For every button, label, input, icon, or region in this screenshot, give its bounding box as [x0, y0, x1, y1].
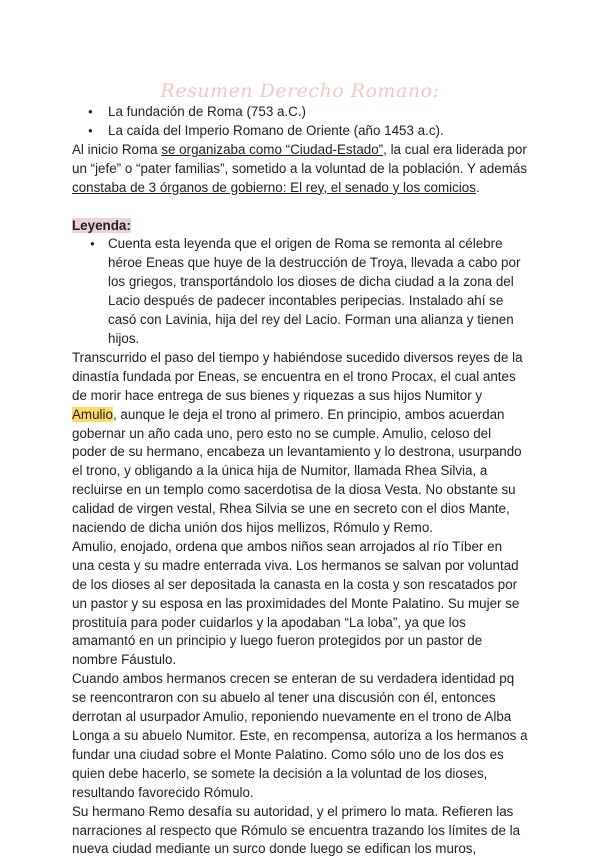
intro-text: , la cual era liderada por un “jefe” o “pater familias”, sometido a la voluntad de la población. Y además	[72, 141, 528, 176]
paragraph: Amulio, enojado, ordena que ambos niños sean arrojados al río Tíber en una cesta y su madre enterrada viva. Los hermanos se salvan por voluntad de los dioses al ser depositada la canasta en la costa y son rescatados por un pastor y su esposa en las proximidades del Monte Palatino. Su mujer se prostituía para poder cuidarlos y la apodaban “La loba”, ya que los amamantó en un principio y luego fueron protegidos por un pastor de nombre Fáustulo.	[72, 538, 520, 668]
paragraph: Cuando ambos hermanos crecen se enteran de su verdadera identidad pq se reencontraron con su abuelo al tener una discusión con él, entonces derrotan al usurpador Amulio, reponiendo nuevamente en el trono de Alba Longa a su abuelo Numitor. Este, en recompensa, autoriza a los hermanos a fundar una ciudad sobre el Monte Palatino. Como sólo uno de los dos es quien debe hacerlo, se somete la decisión a la voluntad de los dioses, resultando favorecido Rómulo.	[72, 671, 528, 800]
list-item: ● La fundación de Roma (753 a.C.)	[108, 103, 528, 122]
intro-paragraph	[72, 141, 528, 198]
paragraph-text: , aunque le deja el trono al primero. En principio, ambos acuerdan gobernar un año cada uno, pero esto no se cumple. Amulio, celoso del poder de su hermano, encabeza un levantamiento y lo destrona, usurpando el trono, y obligando a la única hija de Numitor, llamada Rhea Silvia, a recluirse en un templo como sacerdotisa de la diosa Vesta. No obstante su calidad de virgen vestal, Rhea Silvia se une en secreto con el dios Mante, naciendo de dicha unión dos hijos mellizos, Rómulo y Remo.	[72, 406, 522, 536]
section-heading-label: Leyenda:	[72, 217, 131, 233]
bullet-icon: ●	[90, 239, 95, 249]
highlighted-text: Amulio	[72, 406, 113, 422]
intro-underlined-text: se organizaba como “Ciudad-Estado”	[161, 141, 384, 157]
legend-bullet-text: Cuenta esta leyenda que el origen de Roma se remonta al célebre héroe Eneas que huye de la destrucción de Troya, llevada a cabo por los griegos, transportándolo los dioses de dicha ciudad a la zona del Lacio después de padecer incontables peripecias. Instalado ahí se casó con Lavinia, hija del rey del Lacio. Forman una alianza y tienen hijos.	[108, 236, 521, 346]
paragraph: Su hermano Remo desafía su autoridad, y el primero lo mata. Refieren las narraciones al respecto que Rómulo se encuentra trazando los límites de la nueva ciudad mediante un surco donde luego se edifican los muros,	[72, 803, 521, 857]
intro-underlined-text: constaba de 3 órganos de gobierno: El rey, el senado y los comicios	[72, 179, 476, 195]
section-heading	[72, 217, 528, 236]
intro-text: Al inicio Roma	[72, 141, 162, 157]
document-title: Resumen Derecho Romano:	[160, 80, 440, 102]
paragraph-text: Transcurrido el paso del tiempo y habiéndose sucedido diversos reyes de la dinastía fundada por Eneas, se encuentra en el trono Procax, el cual antes de morir hace entrega de sus bienes y riquezas a sus hijos Numitor y	[72, 349, 523, 403]
list-item: ● La caída del Imperio Romano de Oriente (año 1453 a.c).	[108, 122, 528, 141]
intro-text: .	[475, 179, 480, 195]
dates-list	[72, 103, 528, 141]
paragraph	[72, 349, 528, 538]
document-body	[72, 103, 528, 859]
legend-bullet	[72, 235, 528, 348]
